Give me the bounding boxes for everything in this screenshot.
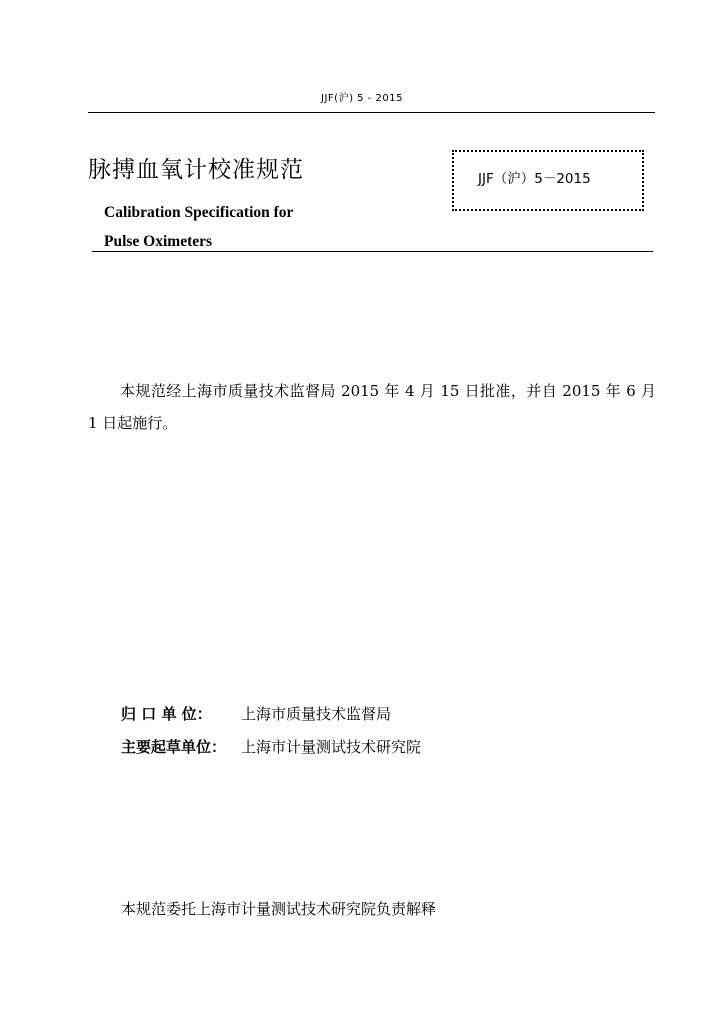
standard-code: JJF（沪）5－2015 (478, 171, 591, 187)
title-chinese: 脉搏血氧计校准规范 (88, 157, 304, 183)
standard-code-box (452, 150, 644, 211)
drafting-unit-label: 主要起草单位： (121, 738, 227, 756)
responsible-unit-value: 上海市质量技术监督局 (241, 705, 392, 723)
title-divider (92, 251, 653, 252)
running-header: JJF(沪) 5 - 2015 (321, 93, 403, 104)
interpretation-statement: 本规范委托上海市计量测试技术研究院负责解释 (121, 900, 437, 918)
approval-statement: 本规范经上海市质量技术监督局 2015 年 4 月 15 日批准，并自 2015 年 6 月 1 日起施行。 (88, 382, 656, 432)
title-english-line1: Calibration Specification for (104, 204, 294, 221)
drafting-unit-value: 上海市计量测试技术研究院 (241, 738, 422, 756)
responsible-unit-row (121, 703, 391, 724)
header-divider (88, 112, 655, 113)
responsible-unit-label: 归 口 单 位： (121, 705, 212, 723)
title-english-line2: Pulse Oximeters (104, 233, 213, 250)
drafting-unit-row (121, 736, 421, 757)
